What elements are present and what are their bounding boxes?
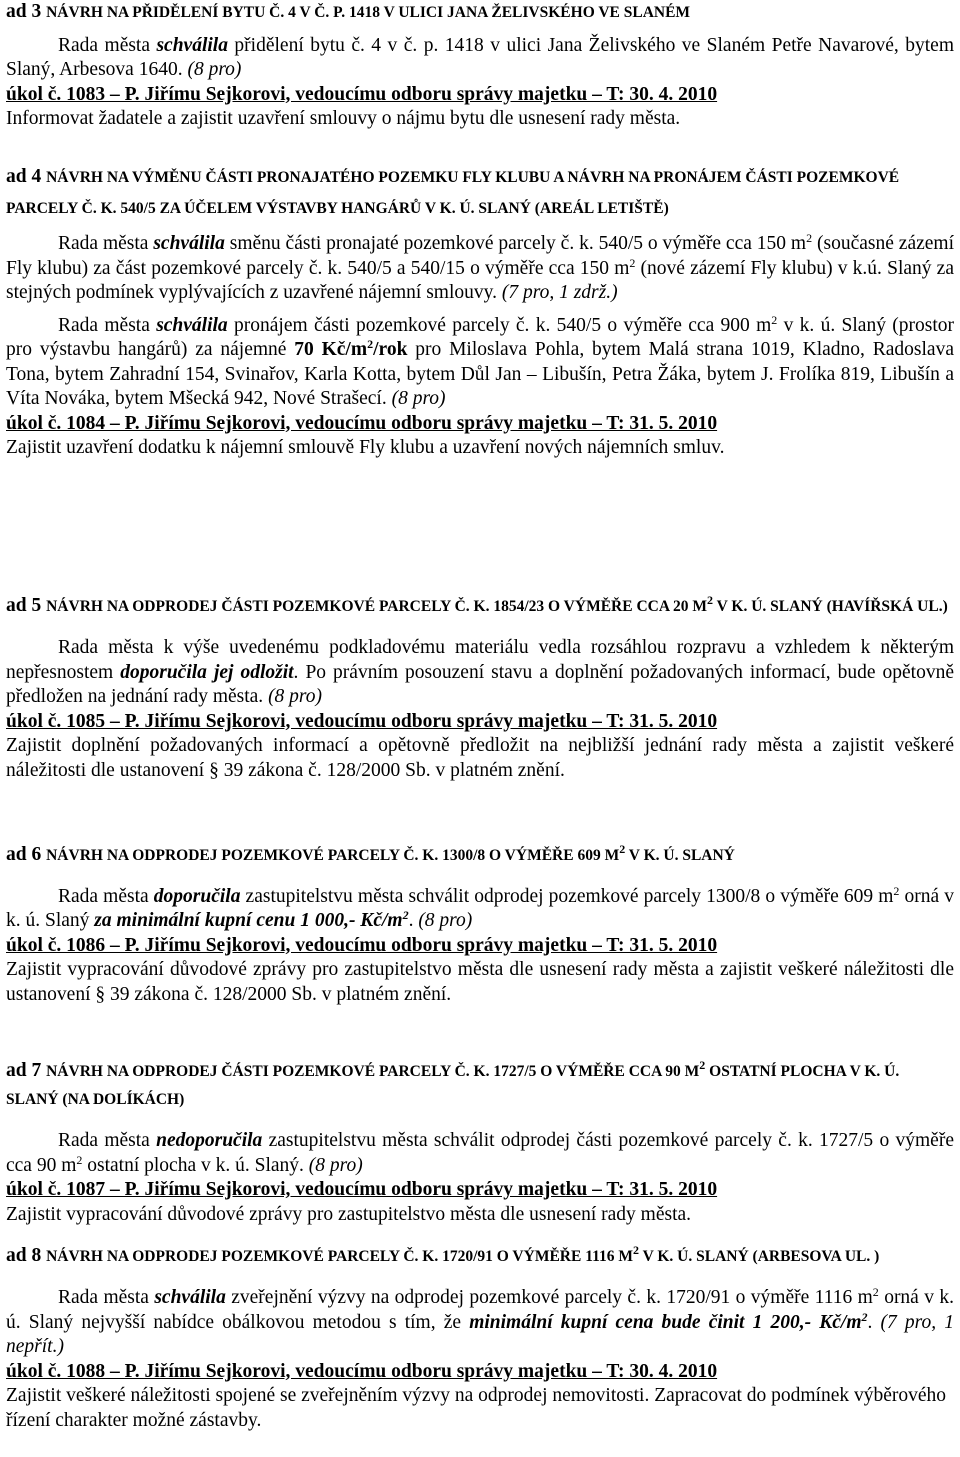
section-number: ad 8 (6, 1245, 42, 1266)
task-description: Zajistit veškeré náležitosti spojené se zveřejněním výzvy na odprodej nemovitosti. Zapracovat do podmínek výběrového řízení charakter možné zástavby. (6, 1385, 947, 1431)
resolution-paragraph: Rada města schválila zveřejnění výzvy na odprodej pozemkové parcely č. k. 1720/91 o výměře 1116 $m^2$ orná v k. ú. Slaný nejvyšší nabídce obálkovou metodou s tím, že minimální kupní cena bude činit 1 200,- $Kč/m^2$. (7 pro, 1 nepřít.) (6, 1285, 955, 1357)
task-description: Zajistit doplnění požadovaných informací a opětovně předložit na nejbližší jednání rady města a zajistit veškeré náležitosti dle ustanovení § 39 zákona č. 128/2000 Sb. v platném znění. (6, 735, 954, 781)
section-heading (6, 1057, 954, 1113)
task-description: Informovat žadatele a zajistit uzavření smlouvy o nájmu bytu dle usnesení rady města. (6, 108, 681, 129)
resolution-paragraph: Rada města schválila pronájem části pozemkové parcely č. k. 540/5 o výměře cca 900 $m^2$ v k. ú. Slaný (prostor pro výstavbu hangárů) za nájemné 70 $Kč/m^2$/rok pro Miloslava Pohla, bytem Malá strana 1019, Kladno, Radoslava Tona, bytem Zahradní 154, Svinařov, Karla Kotta, bytem Důl Jan – Libušín, Petra Žáka, bytem J. Frolíka 819, Libušín a Víta Nováka, bytem Mšecká 942, Nové Strašecí. (8 pro) (6, 312, 955, 409)
section-number: ad 6 (6, 844, 42, 865)
section-ad6 (6, 843, 954, 1007)
section-heading (6, 162, 954, 224)
section-ad5 (6, 592, 954, 783)
section-ad4 (6, 162, 954, 461)
task-line: úkol č. 1084 – P. Jiřímu Sejkorovi, vedoucímu odboru správy majetku – T: 31. 5. 2010 (6, 412, 718, 434)
task-line: úkol č. 1085 – P. Jiřímu Sejkorovi, vedoucímu odboru správy majetku – T: 31. 5. 2010 (6, 710, 718, 732)
resolution-paragraph: Rada města doporučila zastupitelstvu města schválit odprodej pozemkové parcely 1300/8 o výměře 609 $m^2$ orná v k. ú. Slaný za minimální kupní cenu 1 000,- $Kč/m^2$. (8 pro) (6, 883, 954, 931)
task-description: Zajistit vypracování důvodové zprávy pro zastupitelstvo města dle usnesení rady města a zajistit veškeré náležitosti dle ustanovení § 39 zákona č. 128/2000 Sb. v platném znění. (6, 959, 954, 1005)
task-description: Zajistit vypracování důvodové zprávy pro zastupitelstvo města dle usnesení rady města. (6, 1203, 692, 1225)
section-title: NÁVRH NA ODPRODEJ ČÁSTI POZEMKOVÉ PARCELY Č. K. 1727/5 O VÝMĚŘE CCA 90 $M^2$ OSTATNÍ PLOCHA V K. Ú. SLANÝ (NA DOLÍKÁCH) (6, 1058, 900, 1108)
section-heading (6, 592, 954, 620)
section-ad7 (6, 1057, 954, 1227)
section-heading (6, 0, 954, 26)
task-line: úkol č. 1087 – P. Jiřímu Sejkorovi, vedoucímu odboru správy majetku – T: 31. 5. 2010 (6, 1179, 718, 1200)
task-description: Zajistit uzavření dodatku k nájemní smlouvě Fly klubu a uzavření nových nájemních smluv. (6, 437, 725, 458)
task-line: úkol č. 1083 – P. Jiřímu Sejkorovi, vedoucímu odboru správy majetku – T: 30. 4. 2010 (6, 83, 718, 105)
section-title: NÁVRH NA ODPRODEJ ČÁSTI POZEMKOVÉ PARCELY Č. K. 1854/23 O VÝMĚŘE CCA 20 $M^2$ V K. Ú. SLANÝ (HAVÍŘSKÁ UL.) (46, 593, 948, 615)
section-number: ad 5 (6, 595, 42, 616)
resolution-paragraph: Rada města k výše uvedenému podkladovému materiálu vedla rozsáhlou rozpravu a vzhledem k některým nepřesnostem doporučila jej odložit. Po právním posouzení stavu a doplnění požadovaných informací, bude opětovně předložen na jednání rady města. (8 pro) (6, 637, 954, 707)
section-title: NÁVRH NA ODPRODEJ POZEMKOVÉ PARCELY Č. K. 1720/91 O VÝMĚŘE 1116 $M^2$ V K. Ú. SLANÝ (ARBESOVA UL. ) (46, 1243, 880, 1265)
task-line: úkol č. 1086 – P. Jiřímu Sejkorovi, vedoucímu odboru správy majetku – T: 31. 5. 2010 (6, 934, 718, 956)
section-title: NÁVRH NA ODPRODEJ POZEMKOVÉ PARCELY Č. K. 1300/8 O VÝMĚŘE 609 $M^2$ V K. Ú. SLANÝ (46, 842, 735, 864)
section-heading (6, 1242, 954, 1270)
section-number: ad 7 (6, 1060, 42, 1081)
section-number: ad 4 (6, 166, 42, 187)
section-number: ad 3 (6, 1, 42, 22)
resolution-paragraph: Rada města schválila přidělení bytu č. 4 v č. p. 1418 v ulici Jana Želivského ve Slaném Petře Navarové, bytem Slaný, Arbesova 1640. (8 pro) (6, 34, 954, 80)
section-ad8 (6, 1242, 954, 1433)
resolution-paragraph: Rada města schválila směnu části pronajaté pozemkové parcely č. k. 540/5 o výměře cca 150 $m^2$ (současné zázemí Fly klubu) za část pozemkové parcely č. k. 540/5 a 540/15 o výměře cca 150 $m^2$ (nové zázemí Fly klubu) v k.ú. Slaný za stejných podmínek vyplývajících z uzavřené nájemní smlouvy. (7 pro, 1 zdrž.) (6, 231, 954, 303)
task-line: úkol č. 1088 – P. Jiřímu Sejkorovi, vedoucímu odboru správy majetku – T: 30. 4. 2010 (6, 1360, 718, 1382)
section-title: NÁVRH NA VÝMĚNU ČÁSTI PRONAJATÉHO POZEMKU FLY KLUBU A NÁVRH NA PRONÁJEM ČÁSTI POZEMKOVÉ PARCELY Č. K. 540/5 ZA ÚČELEM VÝSTAVBY HANGÁRŮ V K. Ú. SLANÝ (AREÁL LETIŠTĚ) (6, 169, 900, 217)
section-ad3 (6, 0, 954, 132)
section-title: NÁVRH NA PŘIDĚLENÍ BYTU Č. 4 V Č. P. 1418 V ULICI JANA ŽELIVSKÉHO VE SLANÉM (46, 4, 691, 21)
resolution-paragraph: Rada města nedoporučila zastupitelstvu města schválit odprodej části pozemkové parcely č. k. 1727/5 o výměře cca 90 $m^2$ ostatní plocha v k. ú. Slaný. (8 pro) (6, 1130, 954, 1176)
section-heading (6, 843, 954, 869)
